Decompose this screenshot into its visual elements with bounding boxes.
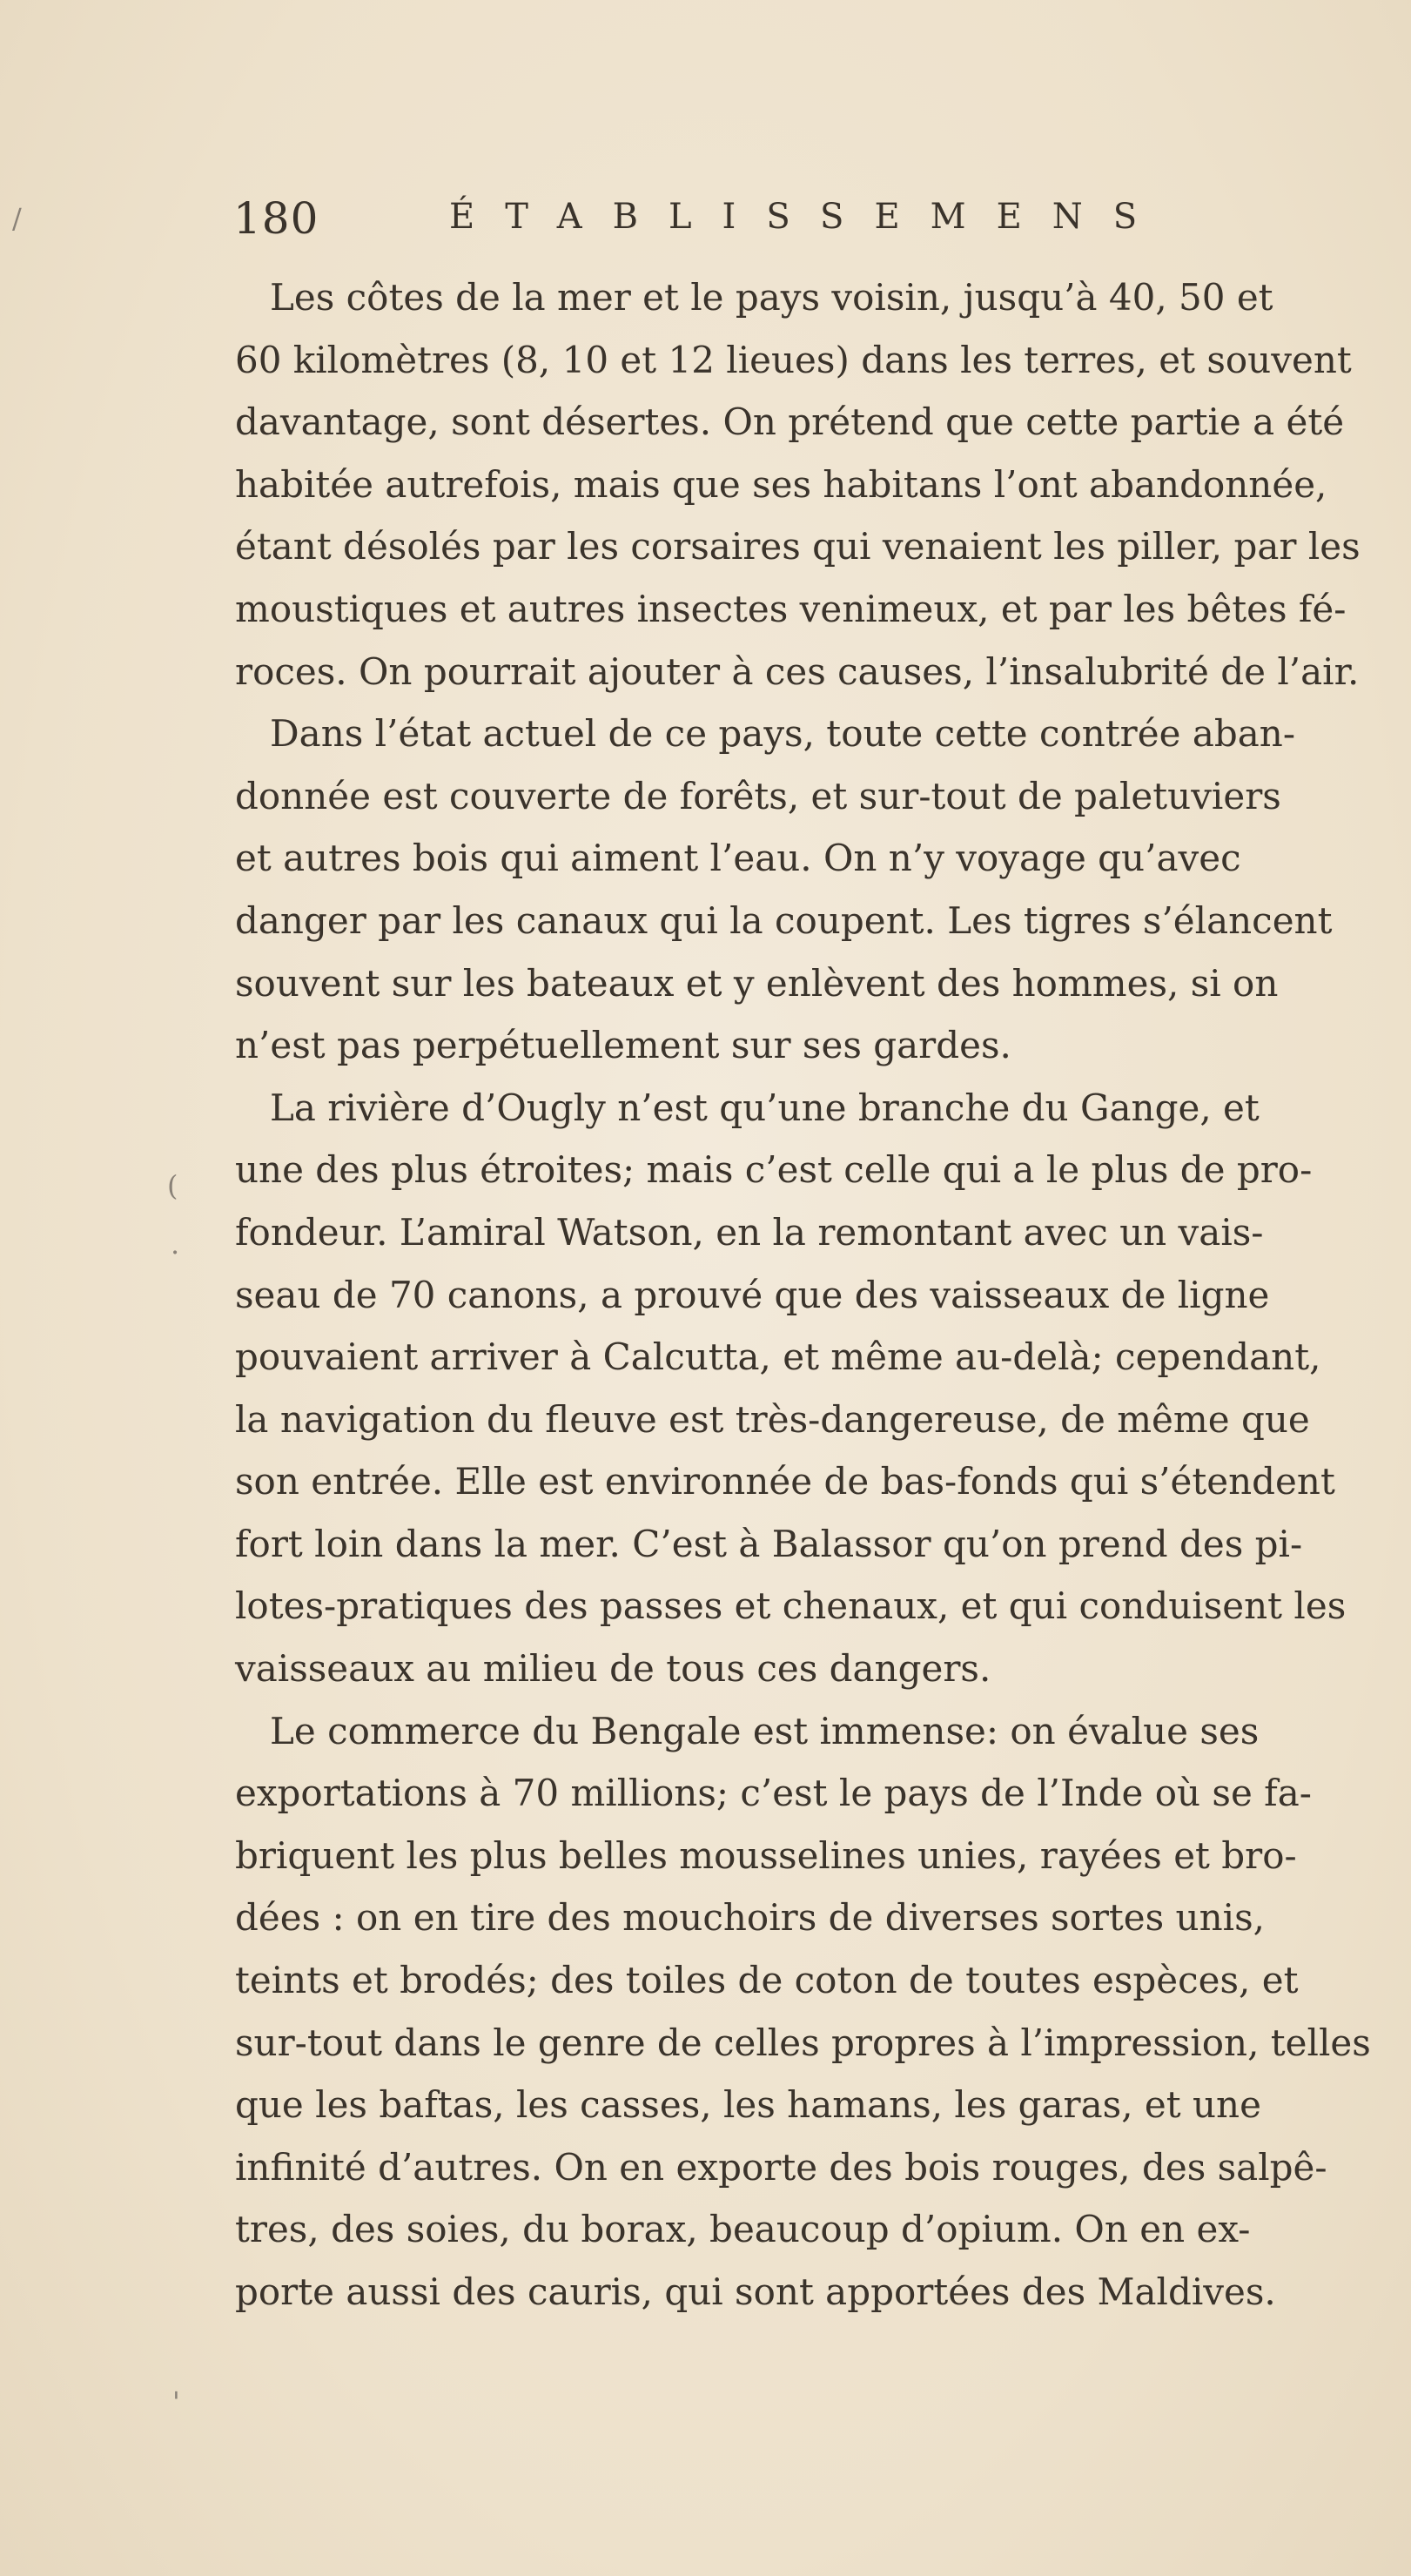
text-line: danger par les canaux qui la coupent. Les tigres s’élancent (235, 898, 1333, 942)
text-line: lotes-pratiques des passes et chenaux, et qui conduisent les (235, 1584, 1347, 1628)
margin-mark: . (171, 1227, 180, 1261)
text-line: donnée est couverte de forêts, et sur-tout de paletuviers (235, 774, 1281, 817)
text-line: seau de 70 canons, a prouvé que des vaisseaux de ligne (235, 1273, 1270, 1316)
text-line: sur-tout dans le genre de celles propres à l’impression, telles (235, 2021, 1371, 2064)
text-line: son entrée. Elle est environnée de bas-fonds qui s’étendent (235, 1460, 1335, 1503)
text-line: Le commerce du Bengale est immense: on évalue ses (270, 1709, 1260, 1752)
text-line: souvent sur les bateaux et y enlèvent des hommes, si on (235, 961, 1279, 1005)
margin-mark: ' (172, 2385, 180, 2418)
margin-mark: / (12, 202, 22, 235)
text-line: et autres bois qui aiment l’eau. On n’y voyage qu’avec (235, 837, 1241, 880)
margin-mark: ( (167, 1169, 178, 1202)
text-line: La rivière d’Ougly n’est qu’une branche du Gange, et (270, 1086, 1260, 1129)
text-line: habitée autrefois, mais que ses habitans l’ont abandonnée, (235, 462, 1327, 506)
text-line: roces. On pourrait ajouter à ces causes, l’insalubrité de l’air. (235, 649, 1360, 693)
text-line: moustiques et autres insectes venimeux, et par les bêtes fé- (235, 587, 1347, 630)
text-line: une des plus étroites; mais c’est celle qui a le plus de pro- (235, 1148, 1313, 1192)
text-line: dées : on en tire des mouchoirs de diverses sortes unis, (235, 1896, 1265, 1940)
text-line: fondeur. L’amiral Watson, en la remontant avec un vais- (235, 1210, 1264, 1254)
text-line: étant désolés par les corsaires qui venaient les piller, par les (235, 525, 1361, 568)
text-line: pouvaient arriver à Calcutta, et même au-delà; cependant, (235, 1335, 1321, 1379)
running-title: ÉTABLISSEMENS (449, 197, 1168, 237)
text-line: porte aussi des cauris, qui sont apportées des Maldives. (235, 2270, 1276, 2313)
text-line: teints et brodés; des toiles de coton de toutes espèces, et (235, 1959, 1299, 2002)
page-number: 180 (233, 193, 319, 244)
text-line: la navigation du fleuve est très-dangereuse, de même que (235, 1397, 1310, 1441)
text-line: Les côtes de la mer et le pays voisin, jusqu’à 40, 50 et (270, 276, 1273, 319)
text-line: vaisseaux au milieu de tous ces dangers. (235, 1647, 991, 1691)
text-line: fort loin dans la mer. C’est à Balassor qu’on prend des pi- (235, 1522, 1303, 1565)
text-line: tres, des soies, du borax, beaucoup d’opium. On en ex- (235, 2208, 1251, 2251)
text-line: 60 kilomètres (8, 10 et 12 lieues) dans les terres, et souvent (235, 338, 1352, 381)
page-header (233, 193, 1278, 254)
text-line: briquent les plus belles mousselines unies, rayées et bro- (235, 1833, 1297, 1877)
text-line: davantage, sont désertes. On prétend que cette partie a été (235, 400, 1345, 444)
text-line: infinité d’autres. On en exporte des bois rouges, des salpê- (235, 2145, 1327, 2189)
text-line: exportations à 70 millions; c’est le pays de l’Inde où se fa- (235, 1772, 1312, 1815)
text-line: Dans l’état actuel de ce pays, toute cette contrée aban- (270, 712, 1296, 756)
text-line: que les baftas, les casses, les hamans, les garas, et une (235, 2083, 1261, 2127)
text-line: n’est pas perpétuellement sur ses gardes. (235, 1024, 1011, 1067)
body-text (235, 266, 1410, 2324)
